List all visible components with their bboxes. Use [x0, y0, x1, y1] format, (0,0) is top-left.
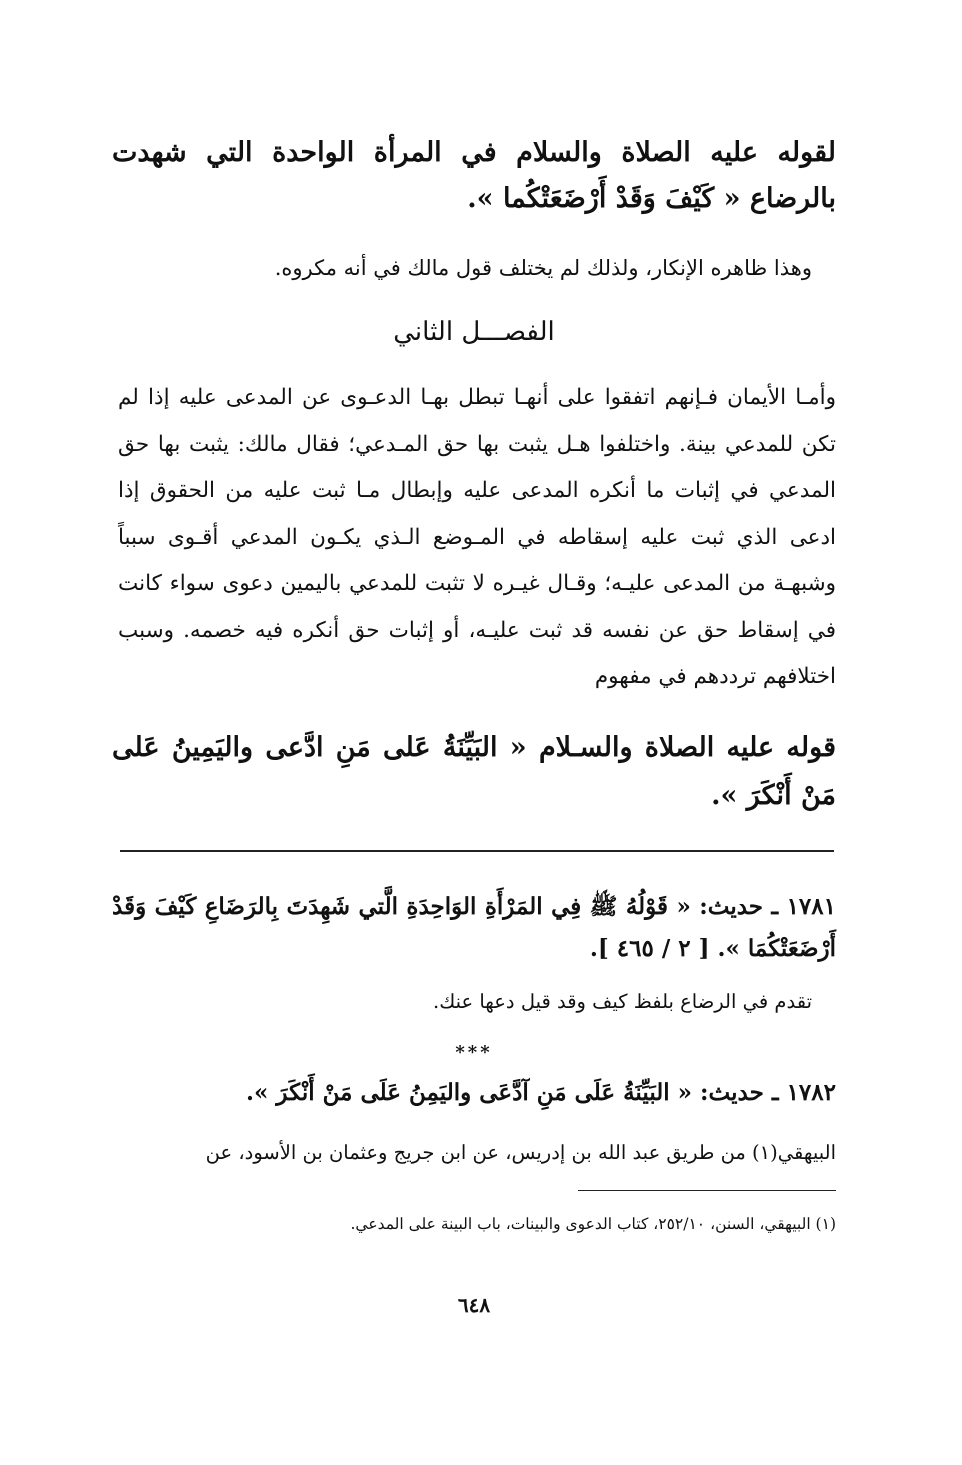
page-number: ٦٤٨: [457, 1293, 491, 1317]
footnote: (١) البيهقي، السنن، ٢٥٢/١٠، كتاب الدعوى والبينات، باب البينة على المدعي.: [350, 1215, 836, 1233]
hadith-1782-note: البيهقي(١) من طريق عبد الله بن إدريس، عن ابن جريج وعثمان بن الأسود، عن: [205, 1141, 836, 1164]
section-heading: الفصـــل الثاني: [393, 317, 555, 347]
body-paragraph-4: قوله عليه الصلاة والسـلام « البَيِّنَةُ عَلى مَنِ ادَّعى واليَمِينُ عَلى مَنْ أَنْكَرَ ».: [112, 732, 836, 811]
section-separator: ***: [455, 1042, 493, 1063]
body-paragraph-1: لقوله عليه الصلاة والسلام في المرأة الواحدة التي شهدت بالرضاع « كَيْفَ وَقَدْ أَرْضَعَتْكُما ».: [112, 137, 836, 214]
hadith-1781: ١٧٨١ ـ حديث: « قَوْلُهُ ﷺ فِي المَرْأَةِ الوَاحِدَةِ الَّتي شَهِدَتَ بِالرَضَاعِ كَيْفَ وَقَدْ أَرْضَعَتْكُمَا ». [ ٢ / ٤٦٥ ].: [112, 893, 836, 962]
main-divider: [120, 850, 834, 852]
hadith-1782: ١٧٨٢ ـ حديث: « البَيِّنَةُ عَلَى مَنِ آدَّعَى واليَمِنُ عَلَى مَنْ أَنْكَرَ ».: [246, 1079, 836, 1106]
footnote-divider: [578, 1190, 836, 1191]
hadith-1781-note: تقدم في الرضاع بلفظ كيف وقد قيل دعها عنك.: [433, 990, 812, 1013]
body-paragraph-3: وأمـا الأيمان فـإنهم اتفقوا على أنهـا تبطل بهـا الدعـوى عن المدعى عليه إذا لم تكن للمدعي بينة. واختلفوا هـل يثبت بها حق المـدعي؛ فقال مالك: يثبت بها حق المدعي في إثبات ما أنكره المدعى عليه وإبطال مـا ثبت عليه من الحقوق إذا ادعى الذي ثبت عليه إسقاطه في المـوضع الـذي يكـون المدعي أقـوى سبباً وشبهـة من المدعى عليـه؛ وقـال غيـره لا تثبت للمدعي باليمين دعوى سواء كانت في إسقاط حق عن نفسه قد ثبت عليـه، أو إثبات حق أنكره فيه خصمه. وسبب اختلافهم ترددهم في مفهوم: [118, 385, 836, 689]
body-paragraph-2: وهذا ظاهره الإنكار، ولذلك لم يختلف قول مالك في أنه مكروه.: [274, 256, 812, 280]
